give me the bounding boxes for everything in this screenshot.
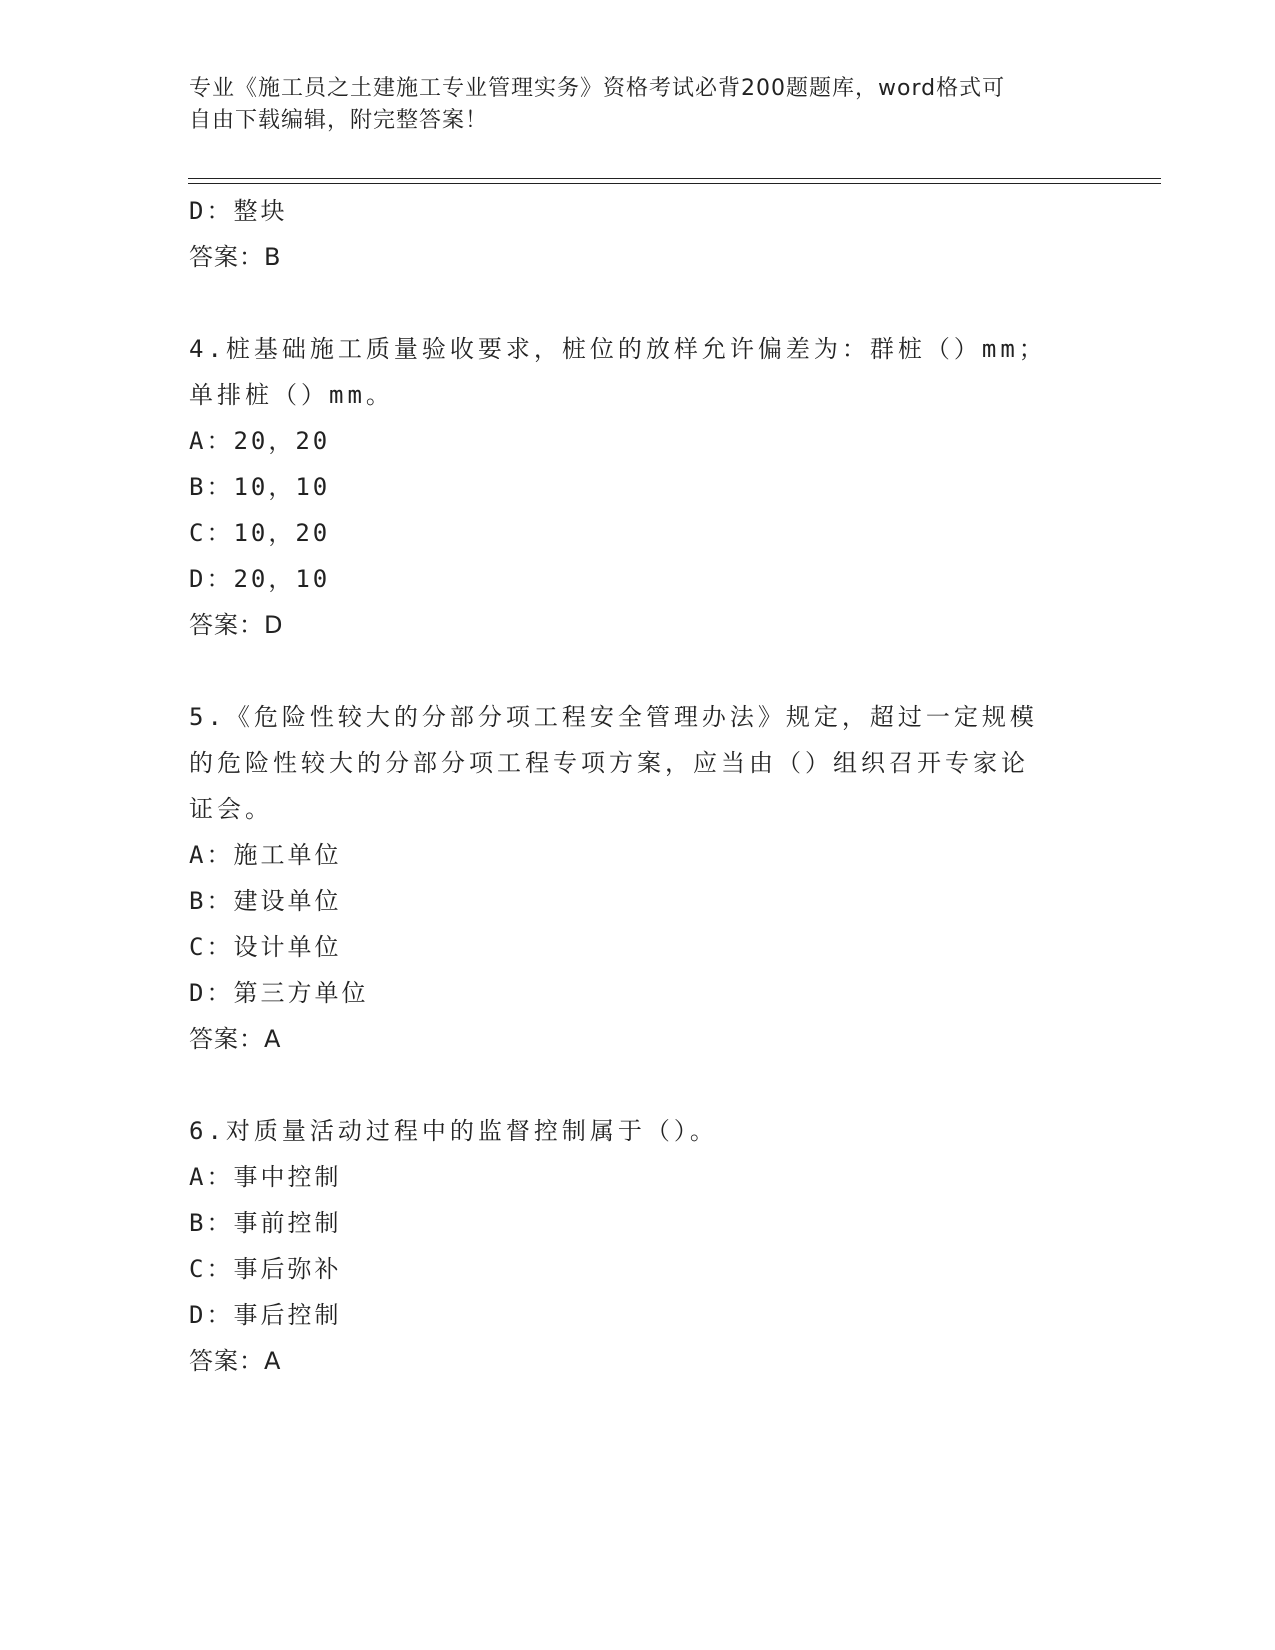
header-rule-top xyxy=(188,178,1161,179)
answer: 答案：A xyxy=(189,1025,282,1053)
option-b: B：建设单位 xyxy=(189,887,342,915)
header-rule-bottom xyxy=(188,183,1161,184)
option-a: A：20，20 xyxy=(189,427,331,455)
question-stem-line: 6.对质量活动过程中的监督控制属于（）。 xyxy=(189,1117,718,1145)
question-4 xyxy=(189,326,1089,648)
prev-option-d: D：整块 xyxy=(189,197,288,225)
answer: 答案：A xyxy=(189,1347,282,1375)
question-content xyxy=(189,188,1089,1384)
option-a: A：事中控制 xyxy=(189,1163,342,1191)
question-stem-line: 单排桩（）mm。 xyxy=(189,381,394,409)
answer: 答案：D xyxy=(189,611,284,639)
header-line-1: 专业《施工员之土建施工专业管理实务》资格考试必背200题题库，word格式可 xyxy=(189,76,1006,101)
option-b: B：事前控制 xyxy=(189,1209,342,1237)
option-d: D：20，10 xyxy=(189,565,331,593)
question-6 xyxy=(189,1108,1089,1384)
prev-answer: 答案：B xyxy=(189,243,282,271)
question-stem-line: 5.《危险性较大的分部分项工程安全管理办法》规定，超过一定规模 xyxy=(189,703,1038,731)
option-a: A：施工单位 xyxy=(189,841,342,869)
question-stem-line: 的危险性较大的分部分项工程专项方案，应当由（）组织召开专家论 xyxy=(189,749,1029,777)
option-d: D：第三方单位 xyxy=(189,979,369,1007)
question-stem-line: 证会。 xyxy=(189,795,273,823)
option-c: C：事后弥补 xyxy=(189,1255,342,1283)
option-d: D：事后控制 xyxy=(189,1301,342,1329)
option-b: B：10，10 xyxy=(189,473,331,501)
question-5 xyxy=(189,694,1089,1062)
header-line-2: 自由下载编辑，附完整答案！ xyxy=(189,108,489,133)
question-stem-line: 4.桩基础施工质量验收要求，桩位的放样允许偏差为：群桩（）mm； xyxy=(189,335,1047,363)
page-header xyxy=(189,73,1069,137)
option-c: C：10，20 xyxy=(189,519,331,547)
option-c: C：设计单位 xyxy=(189,933,342,961)
